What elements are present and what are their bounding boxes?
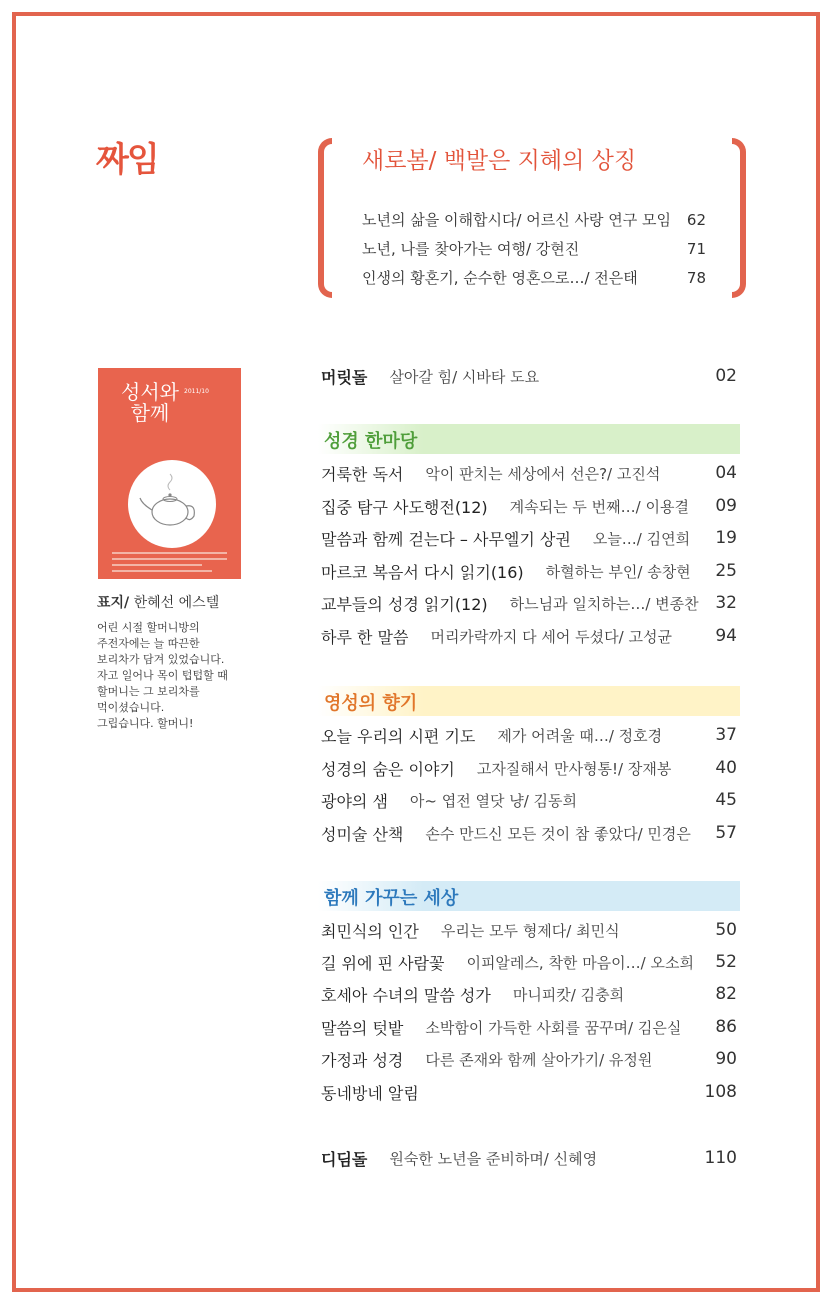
cover-title <box>120 382 180 424</box>
toc-entry[interactable] <box>321 784 737 816</box>
toc-page: 04 <box>715 463 737 483</box>
feature-title[interactable]: 새로봄/ 백발은 지혜의 상징 <box>362 148 637 174</box>
toc-page: 32 <box>715 593 737 613</box>
toc-page: 37 <box>715 725 737 745</box>
toc-article: 하혈하는 부인/ 송창현 <box>545 562 691 581</box>
toc-entry[interactable] <box>321 587 737 619</box>
cover-text-line <box>112 552 227 554</box>
toc-section: 교부들의 성경 읽기(12) <box>321 594 488 614</box>
toc-entry[interactable] <box>321 555 737 587</box>
toc-section: 디딤돌 <box>321 1149 368 1169</box>
toc-section: 오늘 우리의 시편 기도 <box>321 726 476 746</box>
contents-logo: 짜임 <box>96 140 158 180</box>
toc-section: 머릿돌 <box>321 367 368 387</box>
toc-article: 제가 어려울 때…/ 정호경 <box>497 726 663 745</box>
toc-entry[interactable] <box>321 1043 737 1075</box>
cover-text-line <box>112 564 202 566</box>
toc-page: 19 <box>715 528 737 548</box>
toc-article: 다른 존재와 함께 살아가기/ 유정원 <box>425 1050 653 1069</box>
toc-page: 02 <box>715 366 737 386</box>
cover-title-line: 성서와 <box>121 380 179 404</box>
toc-entry[interactable] <box>321 522 737 554</box>
caption-line: 그립습니다. 할머니! <box>97 717 194 730</box>
cover-caption-body <box>97 620 228 732</box>
toc-page: 94 <box>715 626 737 646</box>
toc-section: 동네방네 알림 <box>321 1083 419 1103</box>
cover-image <box>98 368 241 579</box>
toc-article: 오늘…/ 김연희 <box>592 529 691 548</box>
section-heading-label: 성경 한마당 <box>324 431 418 452</box>
feature-item-title: 노년의 삶을 이해합시다/ 어르신 사랑 연구 모임 <box>362 211 671 229</box>
toc-article: 우리는 모두 형제다/ 최민식 <box>440 921 620 940</box>
toc-article: 머리카락까지 다 세어 두셨다/ 고성균 <box>430 627 672 646</box>
toc-article: 손수 만드신 모든 것이 참 좋았다/ 민경은 <box>425 824 691 843</box>
section-heading-bible <box>318 424 740 454</box>
toc-page: 52 <box>715 952 737 972</box>
toc-entry[interactable] <box>321 1011 737 1043</box>
caption-line: 보리차가 담겨 있었습니다. <box>97 653 225 666</box>
toc-page: 25 <box>715 561 737 581</box>
section-heading-spirituality <box>318 686 740 716</box>
toc-section: 말씀의 텃밭 <box>321 1018 404 1038</box>
toc-entry[interactable] <box>321 914 737 946</box>
toc-entry-intro[interactable] <box>321 360 737 392</box>
cover-caption-heading <box>97 592 219 612</box>
toc-article: 이피알레스, 착한 마음이…/ 오소희 <box>466 953 694 972</box>
toc-entry[interactable] <box>321 719 737 751</box>
left-bracket <box>318 138 332 298</box>
feature-item-page: 78 <box>686 269 706 287</box>
cover-artist: 한혜선 에스텔 <box>133 595 220 611</box>
feature-item-page: 71 <box>686 240 706 258</box>
toc-section: 호세아 수녀의 말씀 성가 <box>321 985 491 1005</box>
feature-item-title: 노년, 나를 찾아가는 여행/ 강현진 <box>362 240 580 258</box>
caption-line: 자고 일어나 목이 텁텁할 때 <box>97 669 228 682</box>
toc-article: 살아갈 힘/ 시바타 도요 <box>389 367 540 386</box>
teapot-illustration <box>128 460 216 548</box>
toc-page: 50 <box>715 920 737 940</box>
section-heading-label: 함께 가꾸는 세상 <box>324 888 459 909</box>
feature-item[interactable] <box>362 264 706 293</box>
toc-section: 광야의 샘 <box>321 791 388 811</box>
toc-article: 고자질해서 만사형통!/ 장재봉 <box>476 759 672 778</box>
toc-page: 86 <box>715 1017 737 1037</box>
teapot-icon <box>128 460 216 548</box>
toc-article: 악이 판치는 세상에서 선은?/ 고진석 <box>425 464 661 483</box>
toc-article: 소박함이 가득한 사회를 꿈꾸며/ 김은실 <box>425 1018 682 1037</box>
toc-entry[interactable] <box>321 620 737 652</box>
feature-item[interactable] <box>362 206 706 235</box>
toc-section: 성경의 숨은 이야기 <box>321 759 455 779</box>
toc-section: 말씀과 함께 걷는다 – 사무엘기 상권 <box>321 529 571 549</box>
toc-page: 108 <box>704 1082 737 1102</box>
toc-page: 110 <box>704 1148 737 1168</box>
toc-section: 성미술 산책 <box>321 824 404 844</box>
cover-text-line <box>112 570 212 572</box>
caption-line: 어린 시절 할머니방의 <box>97 621 200 634</box>
toc-section: 집중 탐구 사도행전(12) <box>321 497 488 517</box>
feature-item-page: 62 <box>686 211 706 229</box>
toc-entry[interactable] <box>321 817 737 849</box>
toc-page: 09 <box>715 496 737 516</box>
cover-caption-label: 표지/ <box>97 595 130 611</box>
toc-page: 82 <box>715 984 737 1004</box>
toc-section: 하루 한 말씀 <box>321 627 409 647</box>
section-heading-community <box>318 881 740 911</box>
feature-item-title: 인생의 황혼기, 순수한 영혼으로…/ 전은태 <box>362 269 638 287</box>
toc-entry[interactable] <box>321 490 737 522</box>
toc-entry[interactable] <box>321 946 737 978</box>
toc-section: 가정과 성경 <box>321 1050 404 1070</box>
toc-entry[interactable] <box>321 752 737 784</box>
toc-section: 최민식의 인간 <box>321 921 419 941</box>
toc-article: 계속되는 두 번째…/ 이용결 <box>509 497 689 516</box>
caption-line: 할머니는 그 보리차를 <box>97 685 200 698</box>
toc-entry[interactable] <box>321 457 737 489</box>
toc-article: 마니피캇/ 김충희 <box>512 985 625 1004</box>
toc-article: 아~ 엽전 열닷 냥/ 김동희 <box>409 791 578 810</box>
cover-title-line: 함께 <box>130 401 170 425</box>
caption-line: 주전자에는 늘 따끈한 <box>97 637 200 650</box>
toc-page: 57 <box>715 823 737 843</box>
feature-list <box>362 206 706 293</box>
toc-page: 90 <box>715 1049 737 1069</box>
toc-entry[interactable] <box>321 1076 737 1108</box>
feature-item[interactable] <box>362 235 706 264</box>
section-heading-label: 영성의 향기 <box>324 693 418 714</box>
toc-page: 40 <box>715 758 737 778</box>
caption-line: 먹이셨습니다. <box>97 701 165 714</box>
feature-box <box>318 138 746 300</box>
toc-section: 마르코 복음서 다시 읽기(16) <box>321 562 524 582</box>
toc-entry-outro[interactable] <box>321 1142 737 1174</box>
toc-section: 길 위에 핀 사람꽃 <box>321 953 445 973</box>
cover-text-line <box>112 558 227 560</box>
right-bracket <box>732 138 746 298</box>
toc-entry[interactable] <box>321 978 737 1010</box>
toc-article: 하느님과 일치하는…/ 변종찬 <box>509 594 699 613</box>
cover-issue: 2011/10 <box>184 388 209 395</box>
toc-section: 거룩한 독서 <box>321 464 404 484</box>
toc-article: 원숙한 노년을 준비하며/ 신혜영 <box>389 1149 598 1168</box>
toc-page: 45 <box>715 790 737 810</box>
